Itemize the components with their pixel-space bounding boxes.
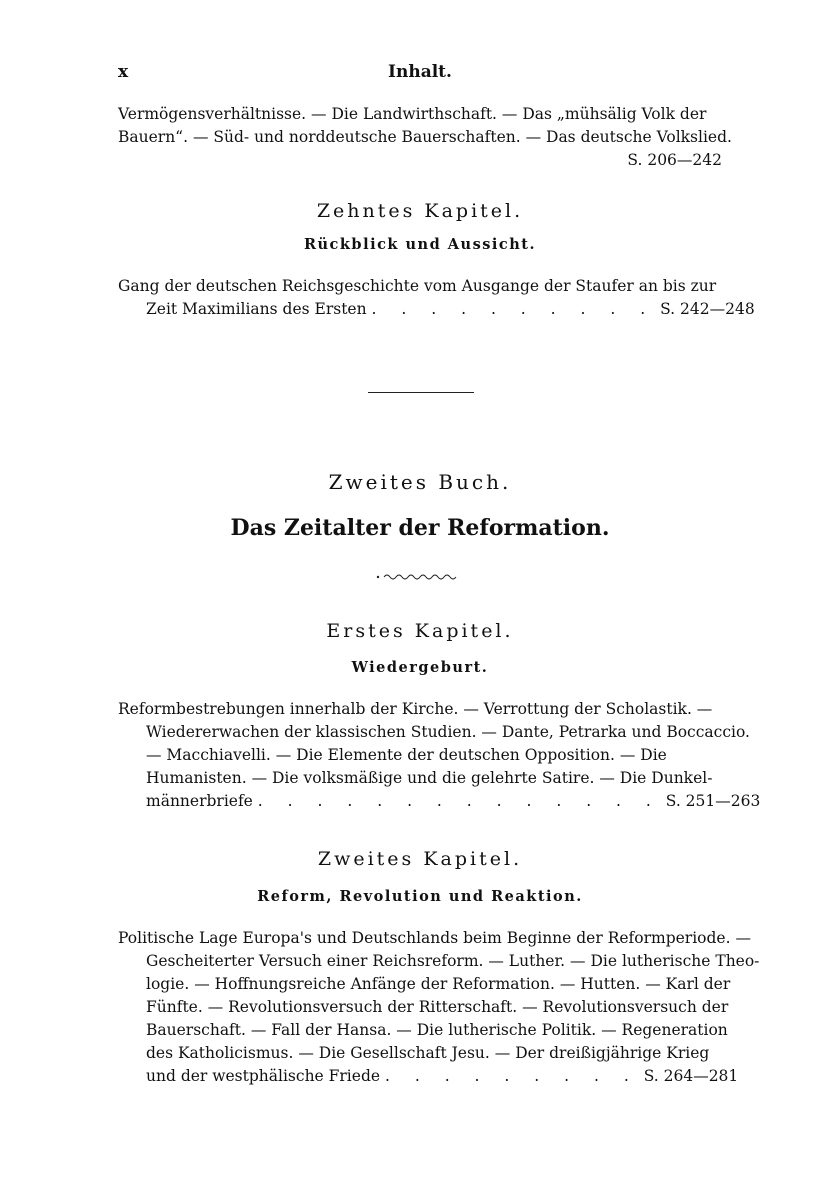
toc-last-line xyxy=(118,1065,739,1088)
toc-text-line: Gang der deutschen Reichsgeschichte vom Ausgange der Staufer an bis zur xyxy=(118,277,717,295)
toc-text-line: — Macchiavelli. — Die Elemente der deutschen Opposition. — Die xyxy=(146,746,667,764)
chapter-heading: Zehntes Kapitel. xyxy=(316,200,524,222)
toc-entry-chapter-2 xyxy=(118,927,760,1088)
leader-dots: . . . . . . . . . . xyxy=(371,300,656,318)
toc-text-line: und der westphälische Friede xyxy=(146,1067,381,1085)
toc-text-line: des Katholicismus. — Die Gesellschaft Jesu. — Der dreißigjährige Krieg xyxy=(146,1044,710,1062)
page-reference: S. 251—263 xyxy=(665,792,761,810)
leader-dots: . . . . . . . . . xyxy=(384,1067,639,1085)
running-title: Inhalt. xyxy=(388,62,452,82)
chapter-subtitle: Wiedergeburt. xyxy=(351,659,489,676)
chapter-heading: Erstes Kapitel. xyxy=(326,620,514,642)
book-subtitle: Das Zeitalter der Reformation. xyxy=(230,515,610,541)
chapter-subtitle: Reform, Revolution und Reaktion. xyxy=(257,888,583,905)
running-head xyxy=(118,62,722,86)
chapter-heading: Zweites Kapitel. xyxy=(317,848,523,870)
toc-text-line: Reformbestrebungen innerhalb der Kirche. — Verrottung der Scholastik. — xyxy=(118,700,713,718)
toc-text-line: logie. — Hoffnungsreiche Anfänge der Reformation. — Hutten. — Karl der xyxy=(146,975,731,993)
toc-text-line: Bauern“. — Süd- und norddeutsche Bauerschaften. — Das deutsche Volkslied. xyxy=(118,128,732,146)
page-reference: S. 264—281 xyxy=(643,1067,739,1085)
toc-text-line: Bauerschaft. — Fall der Hansa. — Die lutherische Politik. — Regeneration xyxy=(146,1021,728,1039)
toc-text-line: Vermögensverhältnisse. — Die Landwirthschaft. — Das „mühsälig Volk der xyxy=(118,105,707,123)
leader-dots: . . . . . . . . . . . . . . xyxy=(257,792,661,810)
ornament-wave-icon xyxy=(376,572,466,582)
chapter-subtitle: Rückblick und Aussicht. xyxy=(303,236,537,253)
toc-text-line: Wiedererwachen der klassischen Studien. — Dante, Petrarka und Boccaccio. xyxy=(146,723,750,741)
toc-text-line: Fünfte. — Revolutionsversuch der Ritterschaft. — Revolutionsversuch der xyxy=(146,998,729,1016)
toc-text-line: Humanisten. — Die volksmäßige und die gelehrte Satire. — Die Dunkel- xyxy=(146,769,713,787)
book-heading: Zweites Buch. xyxy=(328,470,512,494)
page-reference: S. 242—248 xyxy=(660,300,755,318)
toc-entry-previous-continued xyxy=(118,103,732,172)
toc-text-line: männerbriefe xyxy=(146,792,253,810)
toc-text-line: Gescheiterter Versuch einer Reichsreform. — Luther. — Die lutherische Theo- xyxy=(146,952,760,970)
page-number: x xyxy=(118,62,129,82)
toc-last-line xyxy=(118,298,755,321)
toc-entry-chapter-10 xyxy=(118,275,755,321)
page-reference: S. 206—242 xyxy=(627,151,722,169)
toc-text-line: Politische Lage Europa's und Deutschlands beim Beginne der Reformperiode. — xyxy=(118,929,751,947)
toc-last-line xyxy=(118,790,761,813)
section-divider xyxy=(368,392,474,393)
toc-text-line: Zeit Maximilians des Ersten xyxy=(146,300,367,318)
toc-entry-chapter-1 xyxy=(118,698,761,813)
